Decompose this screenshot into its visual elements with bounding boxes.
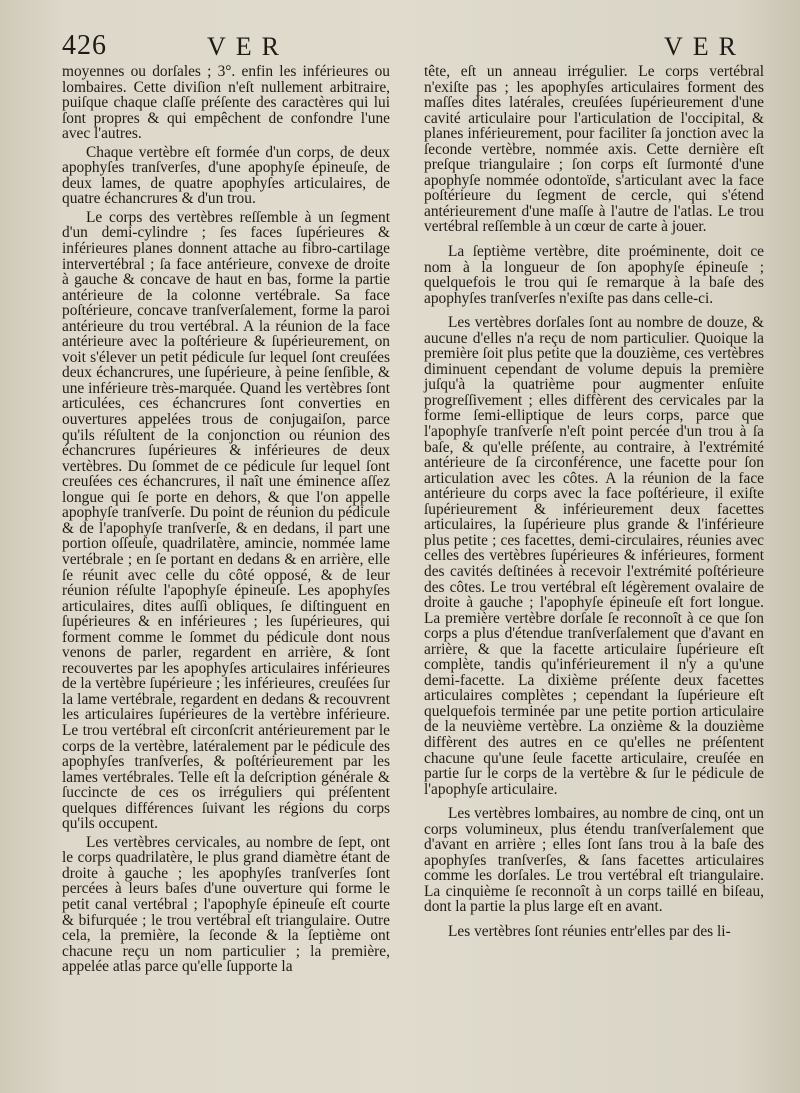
running-head-right: VER [664,32,746,61]
paragraph: Les vertèbres ſont réunies entr'elles par des li- [448,922,731,940]
right-column [424,64,764,949]
page-header [62,30,758,64]
left-column [62,64,390,978]
paragraph: moyennes ou dorſales ; 3°. enfin les inférieures ou lombaires. Cette diviſion n'eſt nullement arbitraire, puiſque chaque claſſe préſente des caractères qui lui ſont propres & qui empêchent de confondre l'une avec l'autres. [62,63,390,143]
paragraph: Le corps des vertèbres reſſemble à un ſegment d'un demi-cylindre ; ſes faces ſupérieures & inférieures planes donnent attache au fibro-cartilage intervertébral ; ſa face antérieure, convexe de droite à gauche & concave de haut en bas, forme la partie antérieure de la colonne vertébrale. Sa face poſtérieure, concave tranſverſalement, forme la paroi antérieure du trou vertébral. A la réunion de la face antérieure avec la poſtérieure & ſupérieurement, on voit s'élever un petit pédicule ſur lequel ſont creuſées deux échancrures, une ſupérieure, à peine ſenſible, & une inférieure très-marquée. Quand les vertèbres ſont articulées, ces échancrures ſont converties en ouvertures appelées trous de conjugaiſon, parce qu'ils réſultent de la conjonction ou réunion des échancrures ſupérieures & inférieures de deux vertèbres. Du ſommet de ce pédicule ſur lequel ſont creuſées ces échancrures, il naît une éminence aſſez longue qui ſe porte en dehors, & que l'on appelle apophyſe tranſverſe. Du point de réunion du pédicule & de l'apophyſe tranſverſe, & en dedans, il part une portion oſſeuſe, quadrilatère, amincie, nommée lame vertébrale ; en ſe portant en dedans & en arrière, elle ſe réunit avec celle du côté opposé, & de leur réunion réſulte l'apophyſe épineuſe. Les apophyſes articulaires, dites auſſi obliques, ſe diſtinguent en ſupérieures & en inférieures ; les ſupérieures, qui forment comme le ſommet du pédicule dont nous venons de parler, regardent en arrière, & ſont recouvertes par les apophyſes articulaires inférieures de la vertèbre ſupérieure ; les inférieures, creuſées ſur la lame vertébrale, regardent en dedans & recouvrent les articulaires ſupérieures de la vertèbre inférieure. Le trou vertébral eſt circonſcrit antérieurement par le corps de la vertèbre, latéralement par le pédicule des apophyſes tranſverſes, & poſtérieurement par les lames vertébrales. Telle eſt la deſcription générale & ſuccincte de ces os irréguliers qui préſentent quelques différences ſuivant les régions du corps qu'ils occupent. [62,208,390,833]
paragraph: Les vertèbres cervicales, au nombre de ſept, ont le corps quadrilatère, le plus grand diamètre étant de droite à gauche ; les apophyſes tranſverſes ſont percées à leurs baſes d'une ouverture qui forme le petit canal vertébral ; l'apophyſe épineuſe eſt courte & bifurquée ; le trou vertébral eſt triangulaire. Outre cela, la première, la ſeconde & la ſeptième ont chacune reçu un nom particulier ; la première, appelée atlas parce qu'elle ſupporte la [62,833,390,976]
paragraph: Les vertèbres dorſales ſont au nombre de douze, & aucune d'elles n'a reçu de nom particulier. Quoique la première ſoit plus petite que la douzième, ces vertèbres diminuent cependant de volume depuis la première juſqu'à la quatrième pour augmenter enſuite progreſſivement ; elles diffèrent des cervicales par la forme ſemi-elliptique de leurs corps, parce que l'apophyſe tranſverſe n'eſt point percée d'un trou à ſa baſe, & qu'elle préſente, au contraire, à l'extrémité antérieure de ſa circonférence, une facette pour ſon articulation avec les côtes. A la réunion de la face antérieure du corps avec la face poſtérieure, il exiſte ſupérieurement & inférieurement deux facettes articulaires, la ſupérieure plus grande & l'inférieure plus petite ; ces facettes, demi-circulaires, réunies avec celles des vertèbres ſupérieures & inférieures, forment des cavités deſtinées à recevoir l'extrémité poſtérieure des côtes. Le trou vertébral eſt légèrement ovalaire de droite à gauche ; l'apophyſe épineuſe eſt fort longue. La première vertèbre dorſale ſe reconnoît à ce que ſon corps a plus d'étendue tranſverſalement que d'avant en arrière, & que la facette articulaire ſupérieure eſt complète, tandis qu'inférieurement il n'y a qu'une demi-facette. La dixième préſente deux facettes articulaires complètes ; cependant la ſupérieure eſt quelquefois terminée par une petite portion articulaire de la neuvième vertèbre. La onzième & la douzième diffèrent des autres en ce qu'elles ne préſentent chacune qu'une ſeule facette articulaire, creuſée en partie ſur le corps de la vertèbre & ſur le pédicule de l'apophyſe articulaire. [424,314,764,798]
running-head-left: VER [207,32,289,61]
paragraph: tête, eſt un anneau irrégulier. Le corps vertébral n'exiſte pas ; les apophyſes articulaires forment des maſſes dites latérales, creuſées ſupérieurement d'une cavité articulaire pour l'articulation de l'occipital, & planes inférieurement, pour faciliter ſa jonction avec la ſeconde vertèbre, nommée axis. Cette dernière eſt preſque triangulaire ; ſon corps eſt ſurmonté d'une apophyſe nommée odontoïde, s'articulant avec la face poſtérieure du ſegment de cercle, qui s'étend antérieurement d'une maſſe à l'autre de l'atlas. Le trou vertébral reſſemble à un cœur de carte à jouer. [424,63,764,236]
page-number: 426 [62,30,107,61]
paragraph: Les vertèbres lombaires, au nombre de cinq, ont un corps volumineux, plus étendu tranſverſalement que d'avant en arrière ; elles ſont ſans trou à la baſe des apophyſes tranſverſes, & ſans facettes articulaires comme les dorſales. Le trou vertébral eſt triangulaire. La cinquième ſe reconnoît à un corps taillé en biſeau, dont la partie la plus large eſt en avant. [424,805,764,916]
paragraph: Chaque vertèbre eſt formée d'un corps, de deux apophyſes tranſverſes, d'une apophyſe épineuſe, de deux lames, de quatre apophyſes articulaires, de quatre échancrures & d'un trou. [62,143,390,208]
paragraph: La ſeptième vertèbre, dite proéminente, doit ce nom à la longueur de ſon apophyſe épineuſe ; quelquefois le trou qui ſe remarque à la baſe des apophyſes tranſverſes n'exiſte pas dans celle-ci. [424,243,764,307]
